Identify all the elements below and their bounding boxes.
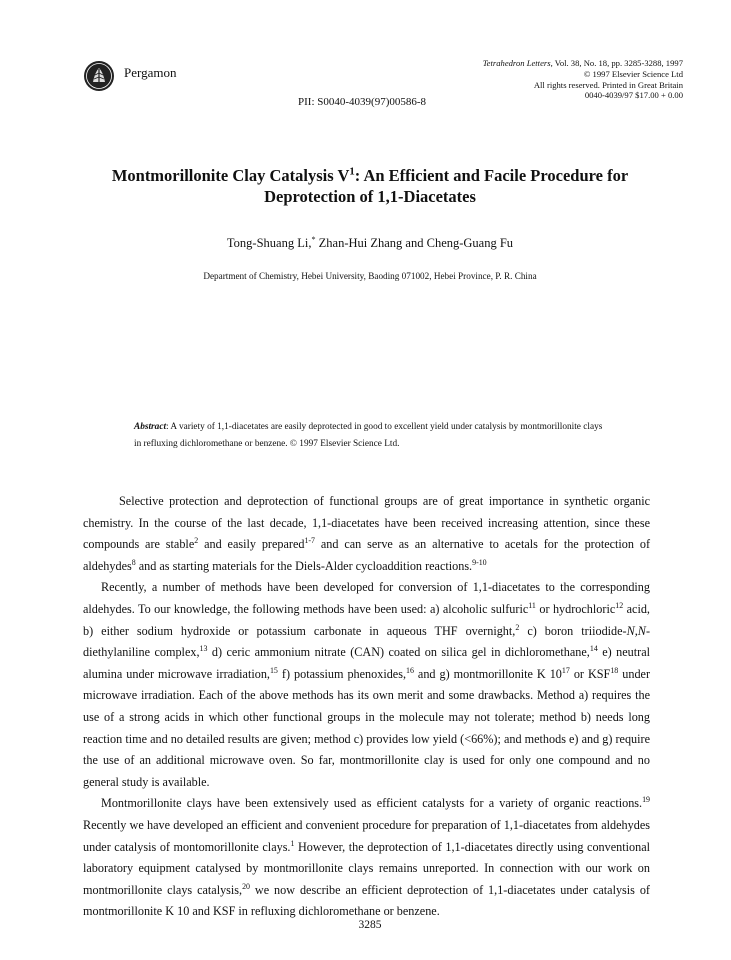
text: acid, b) either sodium hydroxide or potassium carbonate in aqueous THF overnight,: [83, 601, 650, 638]
article-title: [70, 165, 670, 207]
citation-ref: 8: [131, 557, 136, 567]
citation-block: [363, 58, 683, 101]
citation-ref: 14: [589, 644, 598, 654]
publisher-name: Pergamon: [124, 65, 177, 80]
text: c) boron triiodide-: [519, 623, 627, 638]
citation-ref: 2: [515, 622, 520, 632]
text: d) ceric ammonium nitrate (CAN) coated on silica gel in dichloromethane,: [207, 645, 590, 660]
text: or hydrochloric: [535, 601, 616, 616]
citation-ref: 18: [610, 665, 619, 675]
text: Recently we have developed an efficient and convenient procedure for preparation of 1,1-diacetates from aldehydes under catalysis of montomorillonite clays.: [83, 817, 650, 854]
title-line-2: Deprotection of 1,1-Diacetates: [264, 187, 476, 206]
citation-ref: 15: [269, 665, 278, 675]
citation-ref: 1-7: [304, 536, 316, 546]
text: we now describe an efficient deprotection of 1,1-diacetates under catalysis of montmorillonite K 10 and KSF in refluxing dichloromethane or benzene.: [83, 882, 650, 919]
title-line-1: [70, 165, 670, 186]
text: and easily prepared: [198, 537, 305, 552]
body-text: [83, 491, 650, 923]
page-number: 3285: [358, 919, 382, 931]
citation-ref: 9-10: [472, 557, 487, 567]
author-names: Zhan-Hui Zhang and Cheng-Guang Fu: [315, 236, 514, 250]
text: and as starting materials for the Diels-Alder cycloaddition reactions.: [135, 558, 473, 573]
citation-ref: 16: [406, 665, 414, 675]
citation-ref: 19: [642, 795, 650, 805]
text: However, the deprotection of 1,1-diacetates directly using conventional laboratory equipment catalysed by montmorillonite clays remains unreported. In connection with our work on montmorillonite clays catalysis,: [83, 839, 650, 897]
abstract-text: : A variety of 1,1-diacetates are easily deprotected in good to excellent yield under catalysis by montmorillonite clays in refluxing dichloromethane or benzene. © 1997 Elsevier Science Ltd.: [134, 422, 603, 449]
title-text: : An Efficient and Facile Procedure for: [354, 166, 629, 185]
text: and can serve as an alternative to acetals for the protection of aldehydes: [83, 537, 650, 573]
text: Recently, a number of methods have been developed for conversion of 1,1-diacetates to the corresponding aldehydes. To our knowledge, the following methods have been used: a) alcoholic sulfuric: [83, 580, 650, 616]
corresponding-mark: *: [311, 234, 316, 244]
citation-line: [363, 58, 683, 69]
abstract-label: Abstract: [134, 422, 167, 432]
citation-ref: 20: [242, 881, 251, 891]
rights-line: All rights reserved. Printed in Great Britain: [533, 79, 683, 90]
italic-text: N,N: [626, 623, 646, 638]
pii-line: PII: S0040-4039(97)00586-8: [298, 96, 427, 108]
citation-ref: 13: [199, 644, 208, 654]
pergamon-logo-icon: [83, 60, 115, 92]
citation-details: , Vol. 38, No. 18, pp. 3285-3288, 1997: [550, 58, 683, 68]
journal-name: Tetrahedron Letters: [482, 58, 551, 68]
text: f) potassium phenoxides,: [277, 666, 406, 681]
citation-ref: 1: [290, 838, 295, 848]
text: Montmorillonite clays have been extensively used as efficient catalysts for a variety of organic reactions.: [101, 796, 643, 811]
paragraph: [83, 577, 650, 793]
title-footnote-ref: 1: [349, 165, 355, 178]
citation-ref: 12: [615, 600, 624, 610]
author-name: Tong-Shuang Li,: [226, 236, 312, 250]
citation-ref: 17: [561, 665, 570, 675]
text: Selective protection and deprotection of functional groups are of great importance in synthetic organic chemistry. In the course of the last decade, 1,1-diacetates have been received increasing attention, since these compounds are stable: [83, 494, 650, 552]
paragraph: [83, 491, 650, 577]
citation-ref: 2: [194, 536, 199, 546]
text: and g) montmorillonite K 10: [413, 666, 562, 681]
paragraph: [83, 793, 650, 923]
affiliation: Department of Chemistry, Hebei University, Baoding 071002, Hebei Province, P. R. China: [203, 271, 537, 281]
abstract: [134, 419, 604, 452]
title-text: Montmorillonite Clay Catalysis V: [111, 166, 350, 185]
author-list: [70, 236, 670, 251]
text: or KSF: [569, 666, 611, 681]
copyright-line: © 1997 Elsevier Science Ltd: [583, 68, 683, 79]
text: e) neutral alumina under microwave irradiation,: [83, 645, 651, 681]
text: under microwave irradiation. Each of the above methods has its own merit and some drawbacks. Method a) requires the use of a strong acids in which other functional groups in the molecule may not tolerate; method b) needs long reaction time and no detailed results are given; method c) provides low yield (<66%); and methods e) and g) require the use of an additional microwave oven. So far, montmorillonite clay is used for only one compound and no general study is available.: [83, 666, 651, 789]
issn-line: 0040-4039/97 $17.00 + 0.00: [584, 90, 683, 101]
citation-ref: 11: [528, 600, 536, 610]
text: -diethylaniline complex,: [83, 623, 650, 660]
